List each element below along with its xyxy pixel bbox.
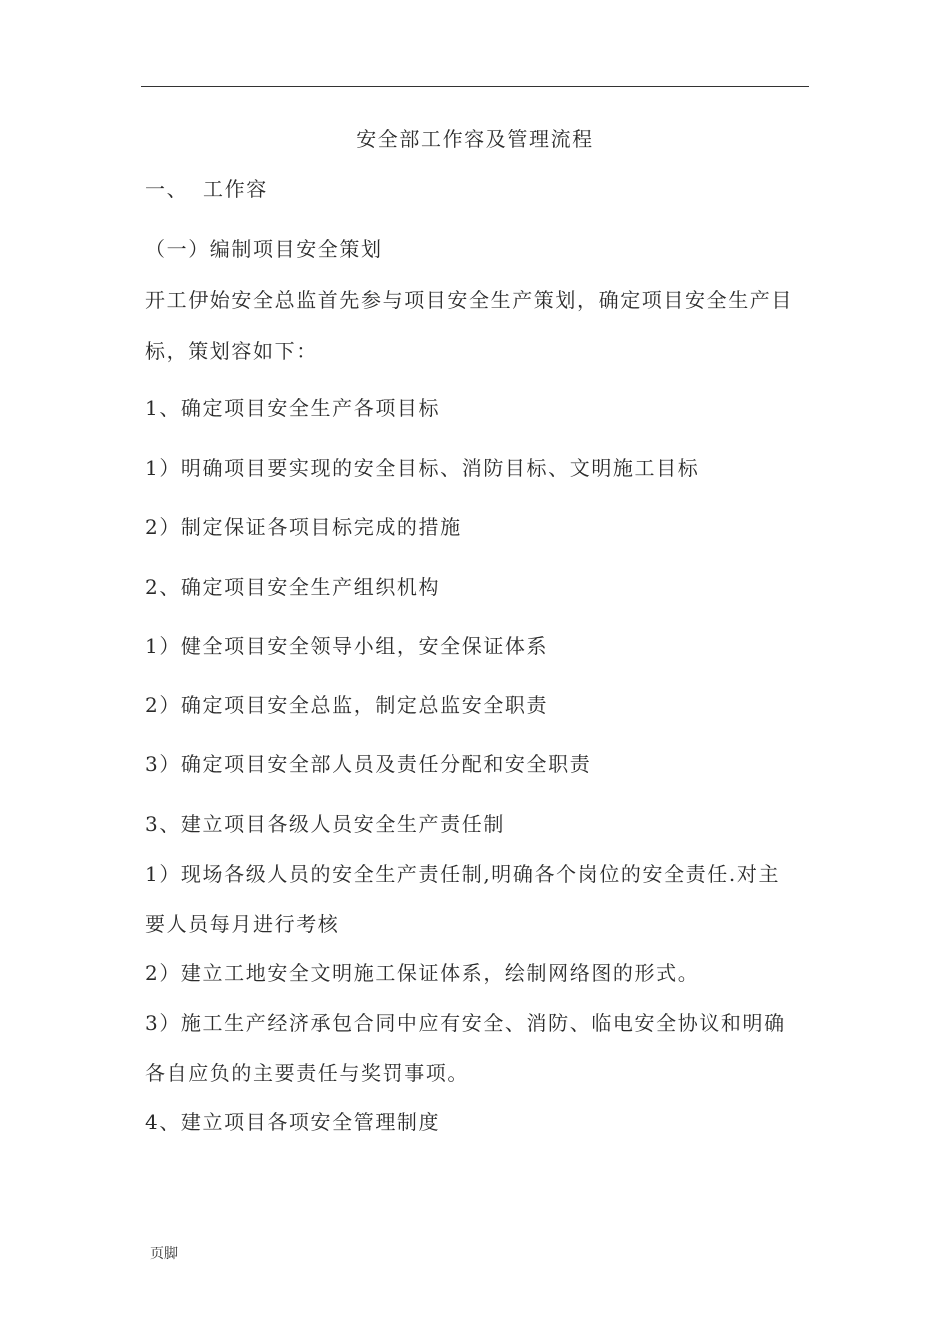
section-heading-text: 工作容 bbox=[203, 177, 268, 201]
list-item: 1）明确项目要实现的安全目标、消防目标、文明施工目标 bbox=[145, 456, 700, 480]
list-item-continuation: 要人员每月进行考核 bbox=[145, 912, 340, 936]
section-number: 一、 bbox=[145, 177, 189, 201]
list-item: 2）确定项目安全总监，制定总监安全职责 bbox=[145, 693, 549, 717]
page-footer: 页脚 bbox=[150, 1246, 178, 1262]
list-item-continuation: 各自应负的主要责任与奖罚事项。 bbox=[145, 1061, 469, 1085]
paragraph-line: 标，策划容如下： bbox=[145, 339, 318, 363]
list-heading: 2、确定项目安全生产组织机构 bbox=[145, 575, 441, 599]
list-heading: 3、建立项目各级人员安全生产责任制 bbox=[145, 812, 505, 836]
section-heading bbox=[145, 176, 268, 202]
paragraph-line: 开工伊始安全总监首先参与项目安全生产策划，确定项目安全生产目 bbox=[145, 288, 793, 312]
list-heading: 4、建立项目各项安全管理制度 bbox=[145, 1110, 441, 1134]
list-heading: 1、确定项目安全生产各项目标 bbox=[145, 396, 441, 420]
list-item: 1）健全项目安全领导小组，安全保证体系 bbox=[145, 634, 549, 658]
document-title: 安全部工作容及管理流程 bbox=[356, 127, 594, 151]
list-item: 3）施工生产经济承包合同中应有安全、消防、临电安全协议和明确 bbox=[145, 1011, 786, 1035]
list-item: 2）建立工地安全文明施工保证体系，绘制网络图的形式。 bbox=[145, 961, 700, 985]
subsection-heading: （一）编制项目安全策划 bbox=[145, 237, 383, 261]
header-rule bbox=[141, 86, 809, 87]
list-item: 3）确定项目安全部人员及责任分配和安全职责 bbox=[145, 752, 592, 776]
list-item: 2）制定保证各项目标完成的措施 bbox=[145, 515, 462, 539]
list-item: 1）现场各级人员的安全生产责任制,明确各个岗位的安全责任.对主 bbox=[145, 862, 781, 886]
